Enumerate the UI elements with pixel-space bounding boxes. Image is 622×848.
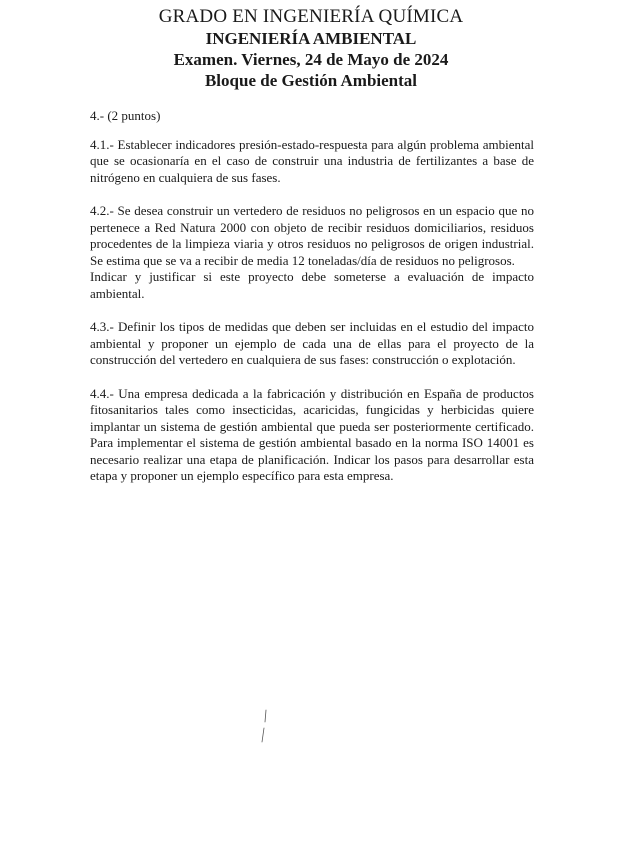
question-4-2	[90, 203, 534, 302]
question-4-2-statement: 4.2.- Se desea construir un vertedero de residuos no peligrosos en un espacio que no pertenece a Red Natura 2000 con objeto de recibir residuos domiciliarios, residuos procedentes de la limpieza viaria y otros residuos no peligrosos de origen industrial. Se estima que se va a recibir de media 12 toneladas/día de residuos no peligrosos.	[90, 203, 534, 268]
question-4-3: 4.3.- Definir los tipos de medidas que deben ser incluidas en el estudio del impacto ambiental y proponer un ejemplo de cada una de ellas para el proyecto de la construcción del vertedero en cualquiera de sus fases: construcción o explotación.	[90, 319, 534, 367]
course-title: INGENIERÍA AMBIENTAL	[205, 29, 417, 48]
question-title: 4.- (2 puntos)	[90, 108, 161, 123]
pen-mark-icon	[254, 708, 274, 748]
question-4-1: 4.1.- Establecer indicadores presión-estado-respuesta para algún problema ambiental que se ocasionaría en el caso de construir una industria de fertilizantes a base de nitrógeno en cualquiera de sus fases.	[90, 136, 534, 185]
block-title: Bloque de Gestión Ambiental	[204, 71, 418, 90]
question-4-4: 4.4.- Una empresa dedicada a la fabricación y distribución en España de productos fitosanitarios tales como insecticidas, acaricidas, fungicidas y herbicidas quiere implantar un sistema de gestión ambiental que pueda ser posteriormente certificado. Para implementar el sistema de gestión ambiental basado en la norma ISO 14001 es necesario realizar una etapa de planificación. Indicar los pasos para desarrollar esta etapa y proponer un ejemplo específico para esta empresa.	[90, 385, 534, 483]
exam-header	[0, 6, 622, 91]
exam-date: Examen. Viernes, 24 de Mayo de 2024	[173, 50, 449, 69]
exam-content	[90, 108, 534, 502]
question-4-2-task: Indicar y justificar si este proyecto debe someterse a evaluación de impacto ambiental.	[90, 269, 534, 301]
degree-title: GRADO EN INGENIERÍA QUÍMICA	[158, 6, 464, 27]
